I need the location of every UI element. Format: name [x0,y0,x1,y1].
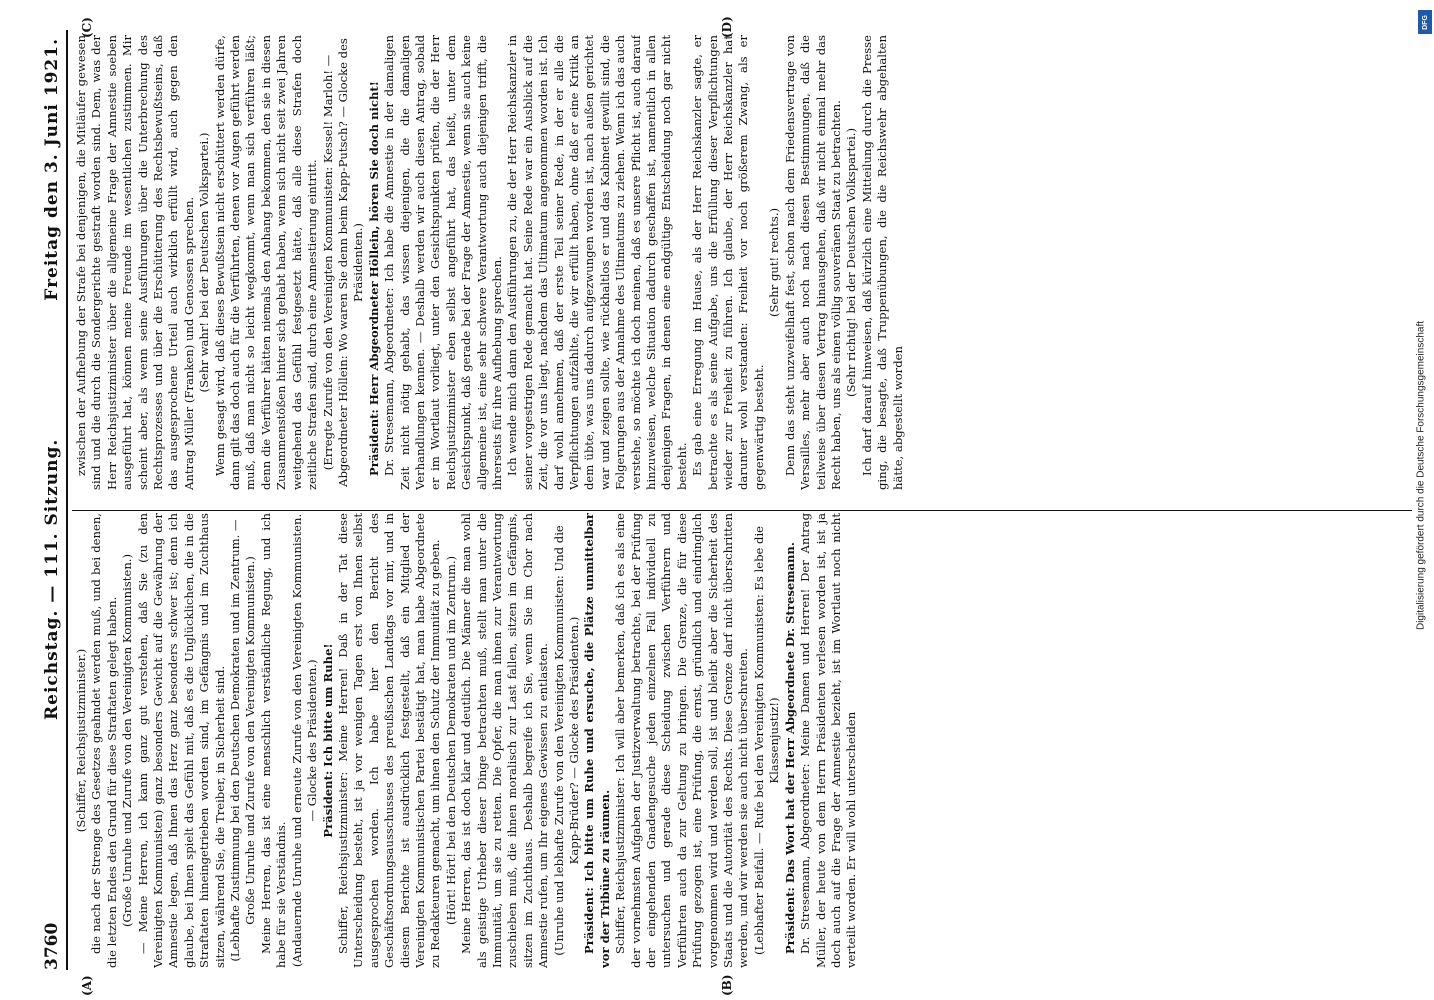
text-paragraph: Dr. Stresemann, Abgeordneter: Meine Damen und Herren! Der Antrag Müller, der heute von dem Herrn Präsidenten verlesen worden ist, ist ja doch auch auf die Frage der Amnestie bezieht, ist im Wortlaut noch nicht verteilt worden. Er will wohl unterscheiden [798,513,859,968]
header-left-title: Reichstag. — 111. Sitzung. [42,438,62,720]
text-paragraph: Meine Herren, das ist eine menschlich verständliche Regung, und ich habe für sie Verständnis. [258,513,289,968]
interjection-paragraph: (Lebhafter Beifall. — Rufe bei den Vereinigten Kommunisten: Es lebe die Klassenjustiz!) [751,525,782,956]
column-divider [72,510,1412,511]
interjection-paragraph: (Lebhafte Zustimmung bei den Deutschen Demokraten und im Zentrum. — Große Unruhe und Zurufe von den Vereinigten Kommunisten.) [228,519,258,962]
text-paragraph: Schiffer, Reichsjustizminister: Ich will aber bemerken, daß ich es als eine der vornehmsten Aufgaben der Justizverwaltung betrachte, bei der Prüfung der eingehenden Gnadengesuche jeden einzelnen Fall individuell zu untersuchen und gerade diese Scheidung zwischen Verführern und Verführten auch da zur Geltung zu bringen. Die Grenze, die für diese Prüfung gezogen ist, eine Prüfung, die ernst, gründlich und eindringlich vorgenommen wird und werden soll, ist und bleibt aber die Sicherheit des Staats und die Autorität des Rechts. Diese Grenze darf nicht überschritten werden, und wir werden sie auch nicht überschreiten. [613,513,751,968]
interjection-paragraph: (Sehr gut! rechts.) [767,207,782,318]
dfg-logo [1418,10,1432,34]
interjection-paragraph: (Hört! Hört! bei den Deutschen Demokraten und im Zentrum.) [443,555,458,926]
interjection-paragraph: Präsident: Ich bitte um Ruhe! [320,643,335,838]
text-paragraph: Denn das steht unzweifelhaft fest, schon nach dem Friedensvertrage von Versailles, mehr aber auch noch nach diesen Bestimmungen, daß die teilweise über diesen Vertrag hinausgehen, daß wir nicht einmal mehr das Recht haben, uns als einen völlig souveränen Staat zu betrachten. [782,35,843,490]
margin-mark-d: (D) [720,16,734,38]
interjection-paragraph: (Erregte Zurufe von den Vereinigten Kommunisten: Kessel! Marloh! — Abgeordneter Höllein: Wo waren Sie denn beim Kapp-Putsch? — Glocke des Präsidenten.) [320,38,366,487]
interjection-paragraph: (Unruhe und lebhafte Zurufe von den Vereinigten Kommunisten: Und die Kapp-Brüder? — Glocke des Präsidenten.) [551,525,581,956]
stamp-text: Digitalisierung gefördert durch die Deutsche Forschungsgemeinschaft [1415,320,1427,631]
text-paragraph: Wenn gesagt wird, daß dieses Bewußtsein nicht erschüttert werden dürfe, dann gilt das doch auch für die Verführten, denen vor Augen geführt werden muß, daß man nicht so leicht wegkommt, wenn man sich verführen läßt; denn die Verführer hätten niemals den Anhang bekommen, den sie in diesen Zusammenstößen hinter sich gehabt haben, wenn sich nicht seit zwei Jahren weitgehend das Gefühl festgesetzt hätte, daß alle diese Strafen doch zeitliche Strafen sind, durch eine Amnestierung eintritt. [212,35,320,490]
left-text-column [74,513,1404,968]
text-paragraph: Meine Herren, das ist doch klar und deutlich. Die Männer die man wohl als geistige Urheber dieser Dinge betrachten muß, stellt man unter die Immunität, um sie zu retten. Die Opfer, die man ihnen zur Verantwortung zuschieben muß, die ihnen moralisch zur Last fallen, sitzen im Gefängnis, sitzen im Zuchthaus. Deshalb begreife ich Sie, wenn Sie im Chor nach Amnestie rufen, um Ihr eigenes Gewissen zu entlasten. [459,513,551,968]
text-paragraph: Ich wende mich dann den Ausführungen zu, die der Herr Reichskanzler in seiner vorgestrigen Rede gemacht hat. Seine Rede war ein Ausblick auf die Zeit, die vor uns liegt, nachdem das Ultimatum angenommen worden ist. Ich darf wohl annehmen, daß der erste Teil seiner Rede, in der er alle die Verpflichtungen aufzählte, die wir erfüllt haben, ohne daß er eine Kritik an dem übte, was uns dadurch aufgezwungen worden ist, nach außen gerichtet war und zeigen sollte, wie rückhaltlos er und das Kabinett gewillt sind, die Folgerungen aus der Annahme des Ultimatums zu ziehen. Wenn ich das auch verstehe, so möchte ich doch meinen, daß es unsere Pflicht ist, auch darauf hinzuweisen, welche Situation dadurch geschaffen ist, namentlich in allen denjenigen Fragen, in denen eine endgültige Entscheidung noch gar nicht besteht. [505,35,689,490]
interjection-paragraph: (Sehr wahr! bei der Deutschen Volkspartei.) [197,132,212,393]
dfg-logo-text: DFG [1421,14,1429,30]
interjection-paragraph: (Schiffer, Reichsjustizminister.) [74,648,88,833]
page-header [38,30,68,970]
text-paragraph: Dr. Stresemann, Abgeordneter: Ich habe die Amnestie in der damaligen Zeit nicht nötig gehabt, das wissen diejenigen, die die damaligen Verhandlungen kennen. — Deshalb werden wir auch diesen Antrag, sobald er im Wortlaut vorliegt, unter den Gesichtspunkten prüfen, die der Herr Reichsjustizminister eben selbst angeführt hat, das heißt, unter dem Gesichtspunkt, daß gerade bei der Frage der Amnestie, wenn sie auch keine allgemeine ist, eine sehr schwere Verantwortung auch diejenigen trifft, die ihrerseits für ihre Aufhebung sprechen. [382,35,504,490]
text-paragraph: — Meine Herren, ich kann ganz gut verstehen, daß Sie (zu den Vereinigten Kommunisten) ganz besonders Gewicht auf die Gewährung der Amnestie legen, daß Ihnen das Herz ganz besonders schwer ist; denn ich glaube, bei Ihnen spielt das Gefühl mit, daß es die Unglücklichen, die in die Straftaten hineingetrieben worden sind, im Gefängnis und im Zuchthaus sitzen, während Sie, die Treiber, in Sicherheit sind. [135,513,227,968]
interjection-paragraph: (Sehr richtig! bei der Deutschen Volkspartei.) [844,127,859,398]
digitization-stamp [1416,10,1430,970]
text-paragraph: Präsident: Das Wort hat der Herr Abgeordnete Dr. Stresemann. [782,542,797,954]
interjection-paragraph: (Große Unruhe und Zurufe von den Vereinigten Kommunisten.) [120,553,135,928]
text-paragraph: Schiffer, Reichsjustizminister: Meine Herren! Daß in der Tat diese Unterscheidung besteht, ist ja vor wenigen Tagen erst von Ihnen selbst ausgesprochen worden. Ich habe hier den Bericht des Geschäftsordnungsausschusses des preußischen Landtags vor mir, und in diesem Berichte ist ausdrücklich festgestellt, daß ein Mitglied der Vereinigten Kommunistischen Partei bestätigt hat, man habe Abgeordnete zu Redakteuren gemacht, um ihnen den Schutz der Immunität zu geben. [335,513,443,968]
margin-mark-c: (C) [80,17,94,38]
text-paragraph: Es gab eine Erregung im Hause, als der Herr Reichskanzler sagte, er betrachte es als seine Aufgabe, uns die Erfüllung dieser Verpflichtungen wieder zur Freiheit zu führen. Ich glaube, der Herr Reichskanzler hat darunter wohl verstanden: Freiheit vor noch größerem Zwang, als er gegenwärtig besteht. [690,35,766,490]
text-paragraph: Präsident: Ich bitte um Ruhe und ersuche, die Plätze unmittelbar vor der Tribüne zu räumen. [582,513,612,968]
text-paragraph: Präsident: Herr Abgeordneter Höllein, hören Sie doch nicht! [366,81,381,476]
header-right-title: Freitag den 3. Juni 1921. [42,38,62,301]
text-paragraph: die nach der Strenge des Gesetzes geahndet werden muß, und bei denen, die letzten Endes den Grund für diese Straftaten gelegt haben. [89,513,119,968]
margin-mark-b: (B) [720,974,734,996]
interjection-paragraph: (Andauernde Unruhe und erneute Zurufe von den Vereinigten Kommunisten. — Glocke des Präsidenten.) [289,513,320,968]
page-number: 3760 [42,922,62,970]
right-text-column [74,35,1404,490]
text-paragraph: Ich darf darauf hinweisen, daß kürzlich eine Mitteilung durch die Presse ging, die besagte, daß Truppenübungen, die die Reichswehr abgehalten hätte, abgestellt worden [859,35,905,490]
text-paragraph: zwischen der Aufhebung der Strafe bei denjenigen, die Mitläufer gewesen sind und die durch die Sondergerichte gestraft worden sind. Dem, was der Herr Reichsjustizminister über die allgemeine Frage der Amnestie soeben ausgeführt hat, können meine Freunde im wesentlichen zustimmen. Mir scheint aber, als wenn seine Ausführungen über die Unterbrechung des Rechtsprozesses und über die Erschütterung des Rechtsbewußtseins, daß das ausgesprochene Urteil auch wirklich erfüllt wird, auch gegen den Antrag Müller (Franken) und Genossen sprechen. [74,35,196,490]
margin-mark-a: (A) [80,975,94,996]
